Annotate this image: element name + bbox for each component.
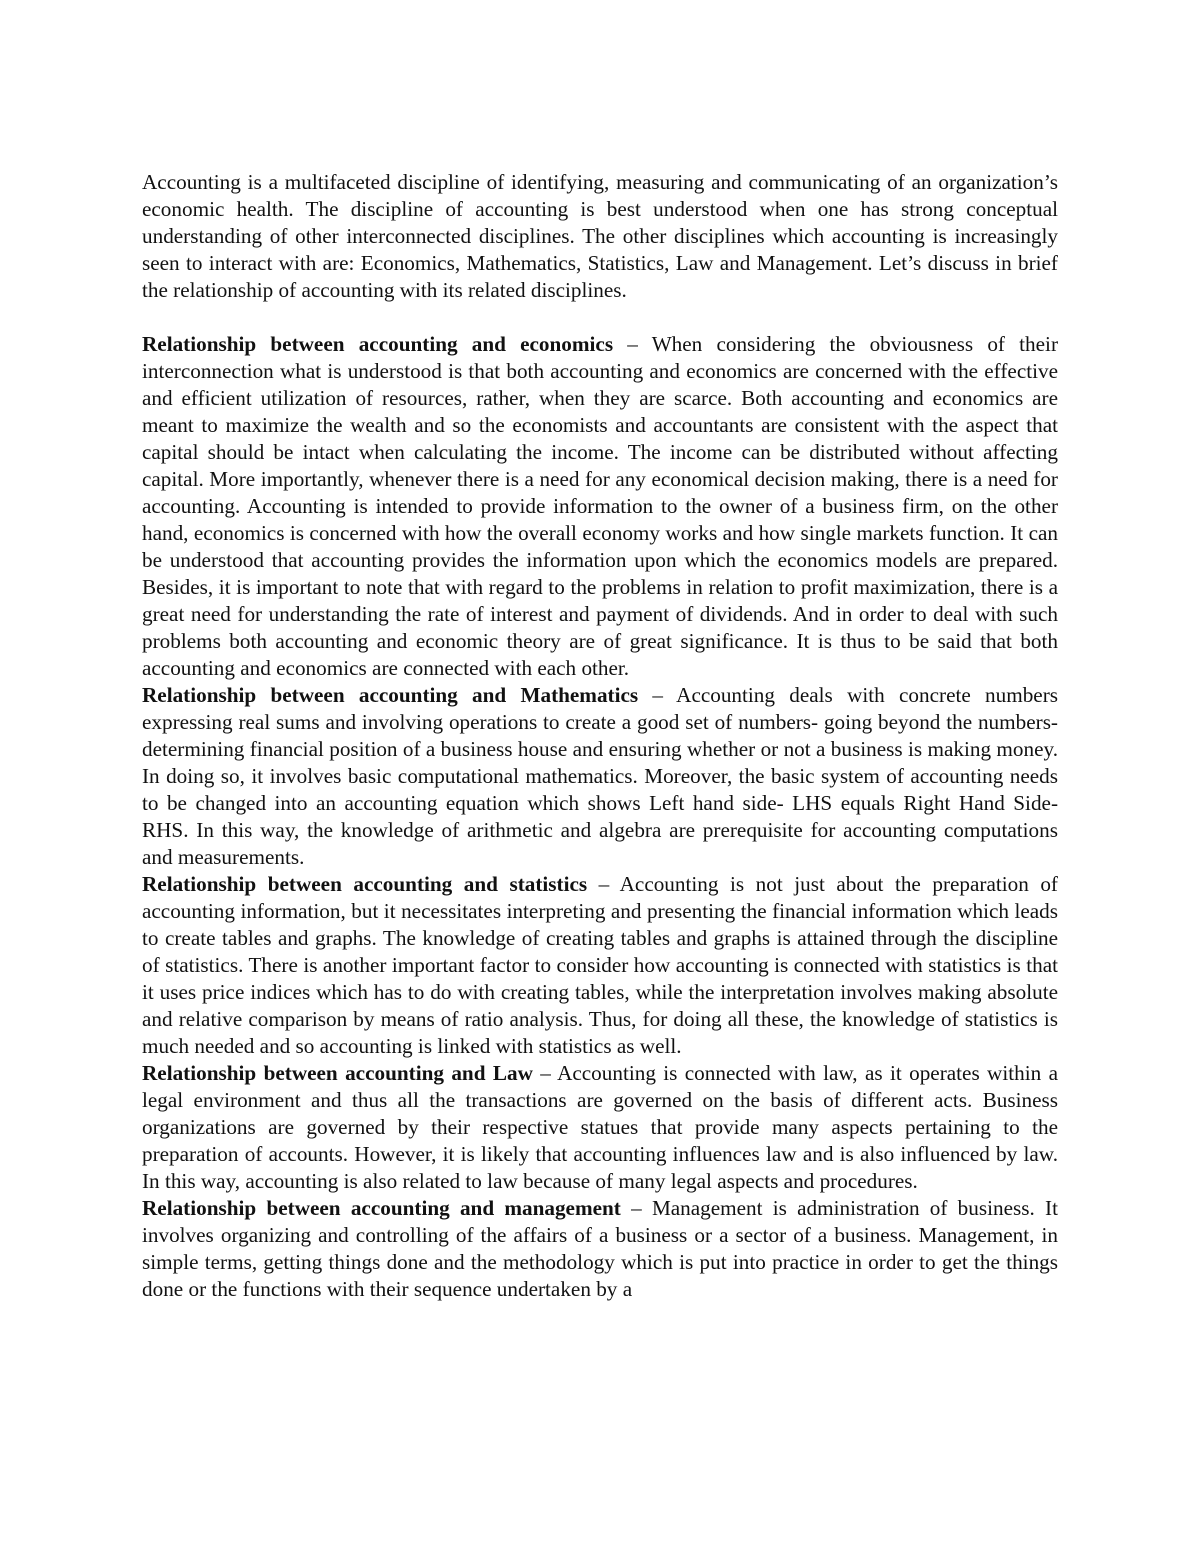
section-body: Accounting is connected with law, as it operates within a legal environment and thus all the transactions are governed on the basis of different acts. Business organizations are governed by their respective statues that provide many aspects pertaining to the preparation of accounts. However, it is likely that accounting influences law and is also influenced by law. In this way, accounting is also related to law because of many legal aspects and procedures.	[142, 1061, 1058, 1193]
section-dash: –	[620, 1196, 652, 1220]
intro-paragraph: Accounting is a multifaceted discipline of identifying, measuring and communicating of an organization’s economic health. The discipline of accounting is best understood when one has strong conceptual understanding of other interconnected disciplines. The other disciplines which accounting is increasingly seen to interact with are: Economics, Mathematics, Statistics, Law and Management. Let’s discuss in brief the relationship of accounting with its related disciplines.	[142, 170, 1058, 302]
section-heading: Relationship between accounting and economics	[142, 332, 614, 356]
section-economics	[142, 331, 1058, 682]
section-dash: –	[638, 683, 677, 707]
section-dash: –	[532, 1061, 558, 1085]
section-law	[142, 1060, 1058, 1195]
section-body: Accounting deals with concrete numbers expressing real sums and involving operations to create a good set of numbers- going beyond the numbers- determining financial position of a business house and ensuring whether or not a business is making money. In doing so, it involves basic computational mathematics. Moreover, the basic system of accounting needs to be changed into an accounting equation which shows Left hand side- LHS equals Right Hand Side- RHS. In this way, the knowledge of arithmetic and algebra are prerequisite for accounting computations and measurements.	[142, 683, 1058, 869]
section-body: Management is administration of business. It involves organizing and controlling of the affairs of a business or a sector of a business. Management, in simple terms, getting things done and the methodology which is put into practice in order to get the things done or the functions with their sequence undertaken by a	[142, 1196, 1058, 1301]
section-heading: Relationship between accounting and statistics	[142, 872, 588, 896]
document-body	[142, 169, 1058, 1303]
section-statistics	[142, 871, 1058, 1060]
section-body: Accounting is not just about the preparation of accounting information, but it necessitates interpreting and presenting the financial information which leads to create tables and graphs. The knowledge of creating tables and graphs is attained through the discipline of statistics. There is another important factor to consider how accounting is connected with statistics is that it uses price indices which has to do with creating tables, while the interpretation involves making absolute and relative comparison by means of ratio analysis. Thus, for doing all these, the knowledge of statistics is much needed and so accounting is linked with statistics as well.	[142, 872, 1058, 1058]
section-mathematics	[142, 682, 1058, 871]
section-heading: Relationship between accounting and management	[142, 1196, 621, 1220]
section-management	[142, 1195, 1058, 1303]
section-heading: Relationship between accounting and Law	[142, 1061, 533, 1085]
section-heading: Relationship between accounting and Mathematics	[142, 683, 639, 707]
section-dash: –	[587, 872, 620, 896]
section-dash: –	[613, 332, 652, 356]
section-body: When considering the obviousness of their interconnection what is understood is that both accounting and economics are concerned with the effective and efficient utilization of resources, rather, when they are scarce. Both accounting and economics are meant to maximize the wealth and so the economists and accountants are consistent with the aspect that capital should be intact when calculating the income. The income can be distributed without affecting capital. More importantly, whenever there is a need for any economical decision making, there is a need for accounting. Accounting is intended to provide information to the owner of a business firm, on the other hand, economics is concerned with how the overall economy works and how single markets function. It can be understood that accounting provides the information upon which the economics models are prepared. Besides, it is important to note that with regard to the problems in relation to profit maximization, there is a great need for understanding the rate of interest and payment of dividends. And in order to deal with such problems both accounting and economic theory are of great significance. It is thus to be said that both accounting and economics are connected with each other.	[142, 332, 1059, 680]
